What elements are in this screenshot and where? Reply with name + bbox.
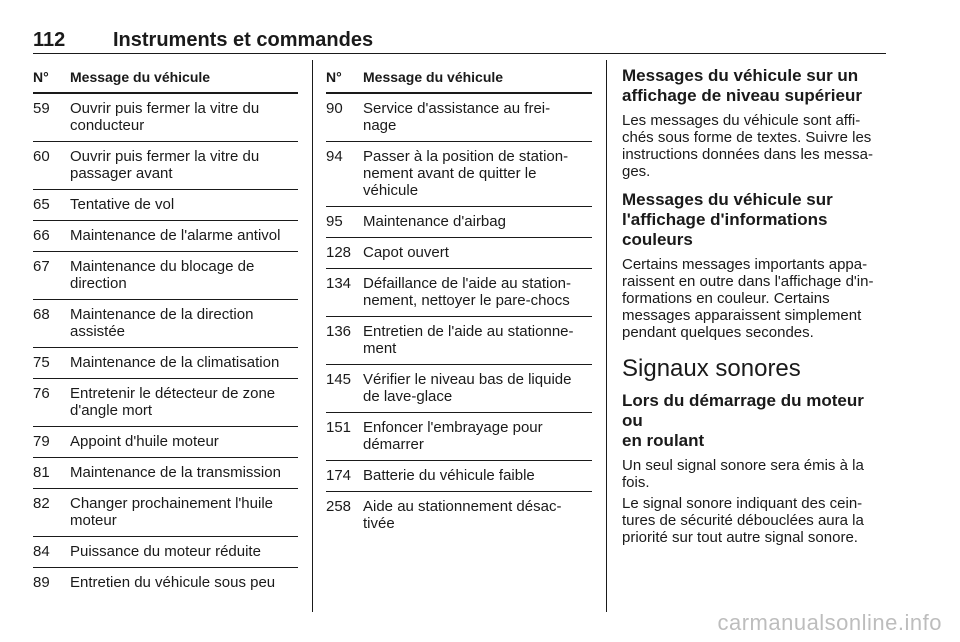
message-number: 174 (326, 467, 352, 484)
message-line: Tentative de vol (70, 196, 175, 213)
message-line: Défaillance de l'aide au station- (363, 275, 571, 292)
message-number: 68 (33, 306, 50, 323)
column-header-number: N° (326, 69, 342, 85)
paragraph-color-display (622, 256, 888, 341)
message-text (363, 238, 592, 268)
message-number: 134 (326, 275, 352, 292)
message-line: Puissance du moteur réduite (70, 543, 261, 560)
column-header-message: Message du véhicule (363, 69, 504, 85)
table-row (33, 252, 298, 300)
table-row (326, 492, 592, 539)
message-line: Appoint d'huile moteur (70, 433, 219, 450)
column-header-message: Message du véhicule (70, 69, 211, 85)
message-number: 258 (326, 498, 352, 515)
message-line: Maintenance de l'alarme antivol (70, 227, 281, 244)
table-row (33, 221, 298, 252)
table-header (326, 66, 592, 94)
table-row (33, 568, 298, 598)
message-line: Maintenance du blocage de (70, 258, 255, 275)
message-line: véhicule (363, 182, 419, 199)
table-row (33, 379, 298, 427)
message-line: Capot ouvert (363, 244, 449, 261)
message-number: 145 (326, 371, 352, 388)
message-text (70, 568, 298, 598)
message-line: démarrer (363, 436, 424, 453)
text-line: l'affichage d'informations (622, 210, 828, 229)
message-line: d'angle mort (70, 402, 153, 419)
heading-upper-display (622, 66, 888, 106)
section-title-signaux: Signaux sonores (622, 355, 801, 382)
message-text (363, 317, 592, 364)
message-line: Maintenance de la transmission (70, 464, 281, 481)
message-text (363, 461, 592, 491)
message-line: assistée (70, 323, 126, 340)
table-row (33, 190, 298, 221)
text-line: pendant quelques secondes. (622, 324, 814, 341)
message-line: passager avant (70, 165, 173, 182)
message-text (70, 458, 298, 488)
message-text (70, 190, 298, 220)
message-line: conducteur (70, 117, 145, 134)
message-table-left (33, 66, 298, 598)
message-line: Maintenance d'airbag (363, 213, 506, 230)
message-text (363, 207, 592, 237)
table-row (33, 142, 298, 190)
message-number: 90 (326, 100, 343, 117)
text-line: tures de sécurité débouclées aura la (622, 512, 864, 529)
watermark: carmanualsonline.info (717, 610, 942, 635)
message-text (363, 269, 592, 316)
message-number: 60 (33, 148, 50, 165)
message-line: Batterie du véhicule faible (363, 467, 535, 484)
table-header (33, 66, 298, 94)
message-line: Aide au stationnement désac- (363, 498, 562, 515)
text-line: messages apparaissent simplement (622, 307, 862, 324)
heading-start-driving (622, 391, 888, 451)
message-text (70, 489, 298, 536)
message-line: Enfoncer l'embrayage pour (363, 419, 543, 436)
text-line: Le signal sonore indiquant des cein- (622, 495, 863, 512)
message-text (70, 537, 298, 567)
message-text (70, 142, 298, 189)
message-number: 75 (33, 354, 50, 371)
message-text (70, 427, 298, 457)
paragraph-start-2 (622, 495, 888, 546)
message-text (363, 492, 592, 539)
message-line: moteur (70, 512, 117, 529)
message-number: 89 (33, 574, 50, 591)
message-number: 79 (33, 433, 50, 450)
message-text (70, 379, 298, 426)
text-line: Lors du démarrage du moteur ou (622, 391, 864, 430)
table-row (33, 300, 298, 348)
message-text (363, 365, 592, 412)
message-line: de lave-glace (363, 388, 453, 405)
table-row (326, 365, 592, 413)
message-text (70, 348, 298, 378)
message-line: Passer à la position de station- (363, 148, 569, 165)
message-number: 67 (33, 258, 50, 275)
column-divider-2 (606, 60, 607, 612)
message-line: direction (70, 275, 127, 292)
message-text (363, 142, 592, 206)
text-line: Messages du véhicule sur (622, 190, 833, 209)
message-number: 66 (33, 227, 50, 244)
text-line: ges. (622, 163, 651, 180)
text-line: affichage de niveau supérieur (622, 86, 862, 105)
message-number: 82 (33, 495, 50, 512)
message-number: 151 (326, 419, 352, 436)
message-text (70, 300, 298, 347)
table-row (33, 348, 298, 379)
message-number: 81 (33, 464, 50, 481)
message-line: Entretien du véhicule sous peu (70, 574, 276, 591)
text-line: Messages du véhicule sur un (622, 66, 859, 85)
table-row (33, 94, 298, 142)
message-text (70, 221, 298, 251)
paragraph-start-1 (622, 457, 888, 491)
message-line: Maintenance de la climatisation (70, 354, 280, 371)
message-line: nement, nettoyer le pare-chocs (363, 292, 570, 309)
paragraph-upper-display (622, 112, 888, 180)
message-line: tivée (363, 515, 395, 532)
table-row (326, 142, 592, 207)
table-row (33, 427, 298, 458)
message-number: 59 (33, 100, 50, 117)
message-number: 84 (33, 543, 50, 560)
table-row (33, 537, 298, 568)
text-line: formations en couleur. Certains (622, 290, 830, 307)
text-line: fois. (622, 474, 650, 491)
message-number: 65 (33, 196, 50, 213)
text-line: raissent en outre dans l'affichage d'in- (622, 273, 874, 290)
message-text (363, 94, 592, 141)
table-row (326, 413, 592, 461)
message-table-right (326, 66, 592, 539)
message-text (363, 413, 592, 460)
message-text (70, 94, 298, 141)
message-line: Changer prochainement l'huile (70, 495, 273, 512)
message-text (70, 252, 298, 299)
text-column (622, 66, 888, 550)
text-line: priorité sur tout autre signal sonore. (622, 529, 858, 546)
table-row (326, 317, 592, 365)
table-row (326, 94, 592, 142)
table-row (326, 238, 592, 269)
text-line: en roulant (622, 431, 705, 450)
message-line: nage (363, 117, 397, 134)
heading-color-display (622, 190, 888, 250)
text-line: Les messages du véhicule sont affi- (622, 112, 861, 129)
page-title: Instruments et commandes (113, 29, 374, 51)
page-number: 112 (33, 29, 66, 51)
table-row (326, 461, 592, 492)
text-line: couleurs (622, 230, 693, 249)
message-number: 94 (326, 148, 343, 165)
message-line: Ouvrir puis fermer la vitre du (70, 148, 260, 165)
column-header-number: N° (33, 69, 49, 85)
message-line: ment (363, 340, 397, 357)
message-line: Maintenance de la direction (70, 306, 254, 323)
message-number: 76 (33, 385, 50, 402)
message-line: Ouvrir puis fermer la vitre du (70, 100, 260, 117)
text-line: chés sous forme de textes. Suivre les (622, 129, 872, 146)
message-line: Entretien de l'aide au stationne- (363, 323, 574, 340)
message-number: 128 (326, 244, 352, 261)
table-row (33, 489, 298, 537)
table-row (326, 207, 592, 238)
table-row (33, 458, 298, 489)
table-row (326, 269, 592, 317)
column-divider-1 (312, 60, 313, 612)
message-line: nement avant de quitter le (363, 165, 537, 182)
text-line: instructions données dans les messa- (622, 146, 873, 163)
message-line: Entretenir le détecteur de zone (70, 385, 276, 402)
page-header (33, 27, 886, 54)
text-line: Certains messages importants appa- (622, 256, 868, 273)
text-line: Un seul signal sonore sera émis à la (622, 457, 864, 474)
message-number: 136 (326, 323, 352, 340)
message-number: 95 (326, 213, 343, 230)
message-line: Vérifier le niveau bas de liquide (363, 371, 572, 388)
message-line: Service d'assistance au frei- (363, 100, 551, 117)
